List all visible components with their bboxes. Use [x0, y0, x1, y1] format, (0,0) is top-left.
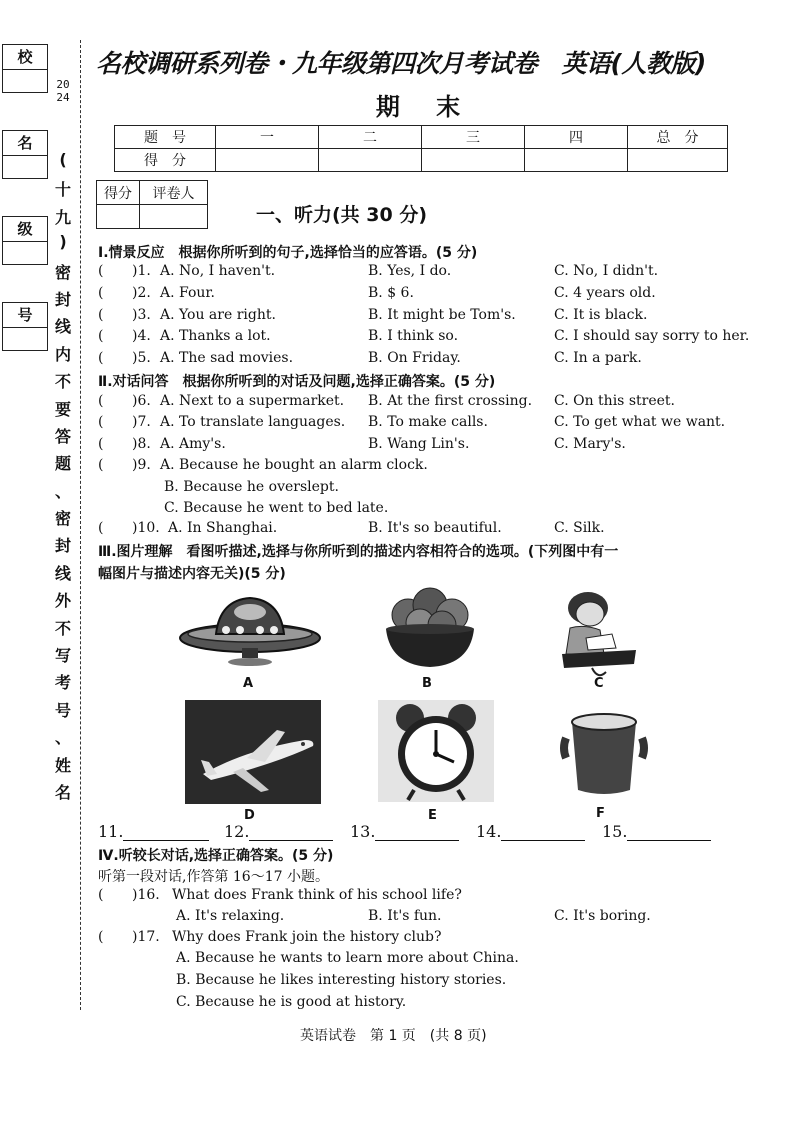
option-b: B. Yes, I do. — [368, 263, 452, 279]
answer-bracket[interactable]: ( — [98, 929, 104, 945]
option-a: A. No, I haven't. — [160, 263, 276, 279]
option-c: C. 4 years old. — [554, 285, 656, 301]
seal-char: 线 — [54, 563, 71, 583]
seal-char: 名 — [54, 782, 71, 802]
option-c: C. In a park. — [554, 350, 642, 366]
exam-title: 名校调研系列卷・九年级第四次月考试卷 英语(人教版) — [96, 49, 706, 78]
answer-bracket[interactable]: ( — [98, 436, 104, 452]
seal-dashed-line — [80, 40, 81, 1010]
seal-char: 不 — [54, 372, 71, 392]
year-vertical: 2024 — [56, 78, 70, 104]
option-a: A. The sad movies. — [160, 350, 294, 366]
question-17-option-a: A. Because he wants to learn more about China. — [176, 950, 519, 966]
score-header-cell: 三 — [422, 126, 525, 149]
seal-char: 要 — [54, 399, 71, 419]
answer-bracket[interactable]: ( — [98, 285, 104, 301]
part3-title-line1: Ⅲ.图片理解 看图听描述,选择与你所听到的描述内容相符合的选项。(下列图中有一 — [98, 544, 619, 560]
question-9-option-b: B. Because he overslept. — [164, 479, 339, 495]
question-number: )9. — [132, 457, 151, 473]
option-c: C. On this street. — [554, 393, 675, 409]
question-number: )4. — [132, 328, 151, 344]
grader-name-label: 评卷人 — [140, 181, 208, 205]
option-a: A. Amy's. — [160, 436, 226, 452]
answer-blank-11[interactable]: 11. — [98, 822, 209, 841]
grader-name-input[interactable] — [140, 205, 208, 229]
answer-bracket[interactable]: ( — [98, 328, 104, 344]
question-number: )1. — [132, 263, 151, 279]
food-bowl-icon — [380, 585, 480, 669]
option-b: B. At the first crossing. — [368, 393, 533, 409]
seal-line-notice — [52, 150, 74, 807]
question-17-option-c: C. Because he is good at history. — [176, 994, 407, 1010]
option-a: A. Thanks a lot. — [160, 328, 271, 344]
seal-char: 考 — [54, 673, 71, 693]
seal-char: 题 — [54, 454, 71, 474]
option-b: B. It's fun. — [368, 908, 442, 924]
option-c: C. It is black. — [554, 307, 648, 323]
class-label: 级 — [3, 217, 47, 242]
answer-bracket[interactable]: ( — [98, 393, 104, 409]
page-footer: 英语试卷 第 1 页 (共 8 页) — [300, 1028, 487, 1044]
answer-bracket[interactable]: ( — [98, 887, 104, 903]
question-number: )16. — [132, 887, 160, 903]
part2-title: Ⅱ.对话问答 根据你所听到的对话及问题,选择正确答案。(5 分) — [98, 374, 496, 390]
seal-char: 、 — [54, 481, 71, 501]
name-label: 名 — [3, 131, 47, 156]
seal-char: 密 — [54, 509, 71, 529]
score-header-cell: 四 — [525, 126, 628, 149]
answer-blank-14[interactable]: 14. — [476, 822, 585, 841]
score-header-cell: 一 — [216, 126, 319, 149]
seal-char: 内 — [54, 344, 71, 364]
picture-label-e: E — [428, 808, 437, 823]
number-label: 号 — [3, 303, 47, 328]
option-a: A. In Shanghai. — [168, 520, 278, 536]
answer-blank-15[interactable]: 15. — [602, 822, 711, 841]
option-b: B. $ 6. — [368, 285, 414, 301]
school-field[interactable] — [2, 44, 48, 93]
class-field[interactable] — [2, 216, 48, 265]
score-table-score-row — [115, 149, 728, 172]
question-stem: Why does Frank join the history club? — [172, 929, 442, 945]
score-table-header-row — [115, 126, 728, 149]
seal-char: 答 — [54, 426, 71, 446]
score-row-label: 得 分 — [115, 149, 216, 172]
question-number: )5. — [132, 350, 151, 366]
score-table — [114, 125, 728, 172]
option-b: B. I think so. — [368, 328, 459, 344]
seal-char: 、 — [54, 728, 71, 748]
score-input-cell[interactable] — [319, 149, 422, 172]
option-a: A. You are right. — [160, 307, 276, 323]
answer-bracket[interactable]: ( — [98, 263, 104, 279]
question-number: )8. — [132, 436, 151, 452]
airplane-icon — [185, 700, 321, 804]
question-number: )2. — [132, 285, 151, 301]
answer-bracket[interactable]: ( — [98, 414, 104, 430]
school-label: 校 — [3, 45, 47, 70]
option-c: C. I should say sorry to her. — [554, 328, 750, 344]
cup-icon — [552, 708, 656, 798]
seal-char: 封 — [54, 536, 71, 556]
answer-blank-13[interactable]: 13. — [350, 822, 459, 841]
option-b: B. It's so beautiful. — [368, 520, 502, 536]
question-9-option-c: C. Because he went to bed late. — [164, 500, 389, 516]
exam-subtitle: 期 末 — [375, 93, 475, 121]
question-number: )17. — [132, 929, 160, 945]
section-listening-title: 一、听力(共 30 分) — [256, 204, 428, 226]
answer-bracket[interactable]: ( — [98, 307, 104, 323]
option-c: C. To get what we want. — [554, 414, 726, 430]
ufo-icon — [176, 590, 324, 670]
picture-label-b: B — [422, 676, 432, 691]
seal-char: 九 — [54, 207, 71, 227]
part4-intro: 听第一段对话,作答第 16～17 小题。 — [98, 869, 329, 885]
question-17-option-b: B. Because he likes interesting history stories. — [176, 972, 507, 988]
question-number: )3. — [132, 307, 151, 323]
question-number: )7. — [132, 414, 151, 430]
answer-bracket[interactable]: ( — [98, 520, 104, 536]
picture-label-a: A — [243, 676, 254, 691]
seal-char: 封 — [54, 289, 71, 309]
option-c: C. Mary's. — [554, 436, 626, 452]
option-b: B. It might be Tom's. — [368, 307, 516, 323]
seal-char: 姓 — [54, 755, 71, 775]
option-b: B. On Friday. — [368, 350, 461, 366]
score-input-cell[interactable] — [525, 149, 628, 172]
number-field[interactable] — [2, 302, 48, 351]
boy-reading-icon — [556, 588, 640, 680]
seal-char: 号 — [54, 700, 71, 720]
seal-char: ( — [59, 150, 67, 169]
seal-char: 线 — [54, 317, 71, 337]
picture-label-c: C — [594, 676, 604, 691]
alarm-clock-icon — [378, 700, 494, 802]
score-input-cell[interactable] — [216, 149, 319, 172]
option-b: B. Wang Lin's. — [368, 436, 470, 452]
option-a: A. Four. — [160, 285, 216, 301]
option-c: C. Silk. — [554, 520, 605, 536]
grader-table — [96, 180, 208, 229]
seal-char: 密 — [54, 262, 71, 282]
name-field[interactable] — [2, 130, 48, 179]
question-stem: What does Frank think of his school life? — [172, 887, 462, 903]
seal-char: 外 — [54, 591, 71, 611]
answer-blank-12[interactable]: 12. — [224, 822, 333, 841]
part3-title-line2: 幅图片与描述内容无关)(5 分) — [98, 566, 286, 582]
score-header-cell: 题 号 — [115, 126, 216, 149]
seal-char: ) — [59, 232, 67, 252]
answer-bracket[interactable]: ( — [98, 350, 104, 366]
picture-label-f: F — [596, 806, 605, 821]
option-c: C. It's boring. — [554, 908, 651, 924]
question-number: )6. — [132, 393, 151, 409]
part4-title: Ⅳ.听较长对话,选择正确答案。(5 分) — [98, 848, 334, 864]
answer-bracket[interactable]: ( — [98, 457, 104, 473]
option-a: A. To translate languages. — [160, 414, 346, 430]
grader-score-input[interactable] — [97, 205, 140, 229]
score-input-cell[interactable] — [422, 149, 525, 172]
score-header-cell: 总 分 — [628, 126, 728, 149]
option-a: A. It's relaxing. — [176, 908, 285, 924]
score-input-cell[interactable] — [628, 149, 728, 172]
grader-score-label: 得分 — [97, 181, 140, 205]
score-header-cell: 二 — [319, 126, 422, 149]
option-b: B. To make calls. — [368, 414, 488, 430]
question-number: )10. — [132, 520, 160, 536]
seal-char: 写 — [54, 646, 71, 666]
picture-label-d: D — [244, 808, 255, 823]
option-a: A. Because he bought an alarm clock. — [160, 457, 428, 473]
seal-char: 不 — [54, 618, 71, 638]
seal-char: 十 — [54, 180, 71, 200]
part1-title: Ⅰ.情景反应 根据你所听到的句子,选择恰当的应答语。(5 分) — [98, 245, 478, 261]
option-a: A. Next to a supermarket. — [160, 393, 345, 409]
option-c: C. No, I didn't. — [554, 263, 659, 279]
